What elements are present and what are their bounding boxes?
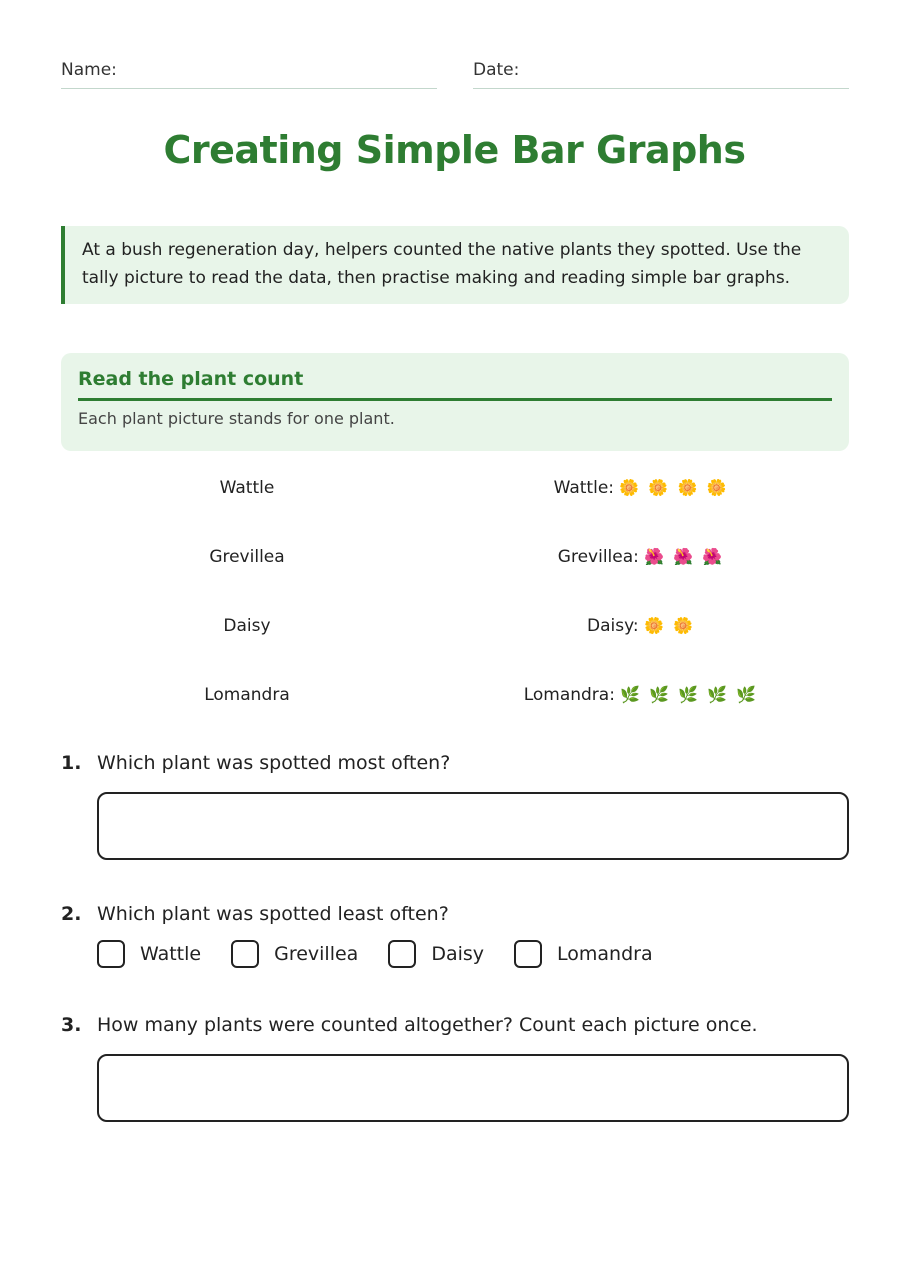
question-3 bbox=[61, 1014, 849, 1036]
checkbox[interactable] bbox=[231, 940, 259, 968]
plant-row-grevillea bbox=[61, 542, 849, 572]
plant-tally bbox=[433, 616, 849, 636]
name-field[interactable] bbox=[61, 60, 437, 89]
page-title: Creating Simple Bar Graphs bbox=[163, 128, 746, 172]
question-number: 3. bbox=[61, 1014, 82, 1036]
checkbox[interactable] bbox=[388, 940, 416, 968]
question-text: Which plant was spotted least often? bbox=[97, 903, 449, 925]
plant-row-lomandra bbox=[61, 680, 849, 710]
section-header bbox=[61, 353, 849, 451]
plant-name: Grevillea bbox=[209, 547, 285, 567]
plant-tally bbox=[433, 478, 849, 498]
name-label: Name: bbox=[61, 60, 117, 80]
student-info bbox=[61, 60, 849, 89]
intro-text: At a bush regeneration day, helpers counted the native plants they spotted. Use the tally picture to read the data, then practise making and reading simple bar graphs. bbox=[61, 226, 849, 304]
plant-tally-label: Lomandra: bbox=[523, 685, 615, 705]
date-field[interactable] bbox=[473, 60, 849, 89]
blossom-icon: 🌼 🌼 bbox=[644, 616, 695, 635]
option-wattle[interactable] bbox=[97, 940, 201, 968]
section-note: Each plant picture stands for one plant. bbox=[78, 409, 395, 428]
question-number: 1. bbox=[61, 752, 82, 774]
question-text: How many plants were counted altogether? Count each picture once. bbox=[97, 1014, 758, 1036]
plant-tally-label: Grevillea: bbox=[557, 547, 639, 567]
plant-name: Lomandra bbox=[204, 685, 290, 705]
blossom-icon: 🌼 🌼 🌼 🌼 bbox=[619, 478, 729, 497]
herb-icon: 🌿 🌿 🌿 🌿 🌿 bbox=[620, 685, 759, 704]
hibiscus-icon: 🌺 🌺 🌺 bbox=[644, 547, 725, 566]
answer-box-1[interactable] bbox=[97, 792, 849, 860]
checkbox[interactable] bbox=[97, 940, 125, 968]
option-label: Wattle bbox=[140, 943, 202, 965]
plant-name: Daisy bbox=[223, 616, 271, 636]
question-1 bbox=[61, 752, 849, 774]
question-2 bbox=[61, 903, 849, 925]
date-label: Date: bbox=[473, 60, 520, 80]
plant-row-daisy bbox=[61, 611, 849, 641]
plant-tally bbox=[433, 547, 849, 567]
plant-tally-label: Daisy: bbox=[587, 616, 639, 636]
option-label: Daisy bbox=[431, 943, 485, 965]
option-lomandra[interactable] bbox=[514, 940, 653, 968]
checkbox[interactable] bbox=[514, 940, 542, 968]
section-title: Read the plant count bbox=[78, 368, 832, 401]
question-text: Which plant was spotted most often? bbox=[97, 752, 451, 774]
answer-box-3[interactable] bbox=[97, 1054, 849, 1122]
plant-tally-label: Wattle: bbox=[553, 478, 615, 498]
option-label: Grevillea bbox=[274, 943, 359, 965]
option-grevillea[interactable] bbox=[231, 940, 358, 968]
option-label: Lomandra bbox=[557, 943, 653, 965]
answer-options bbox=[97, 940, 683, 968]
plant-name: Wattle bbox=[219, 478, 275, 498]
plant-tally bbox=[433, 685, 849, 705]
option-daisy[interactable] bbox=[388, 940, 484, 968]
plant-row-wattle bbox=[61, 473, 849, 503]
question-number: 2. bbox=[61, 903, 82, 925]
